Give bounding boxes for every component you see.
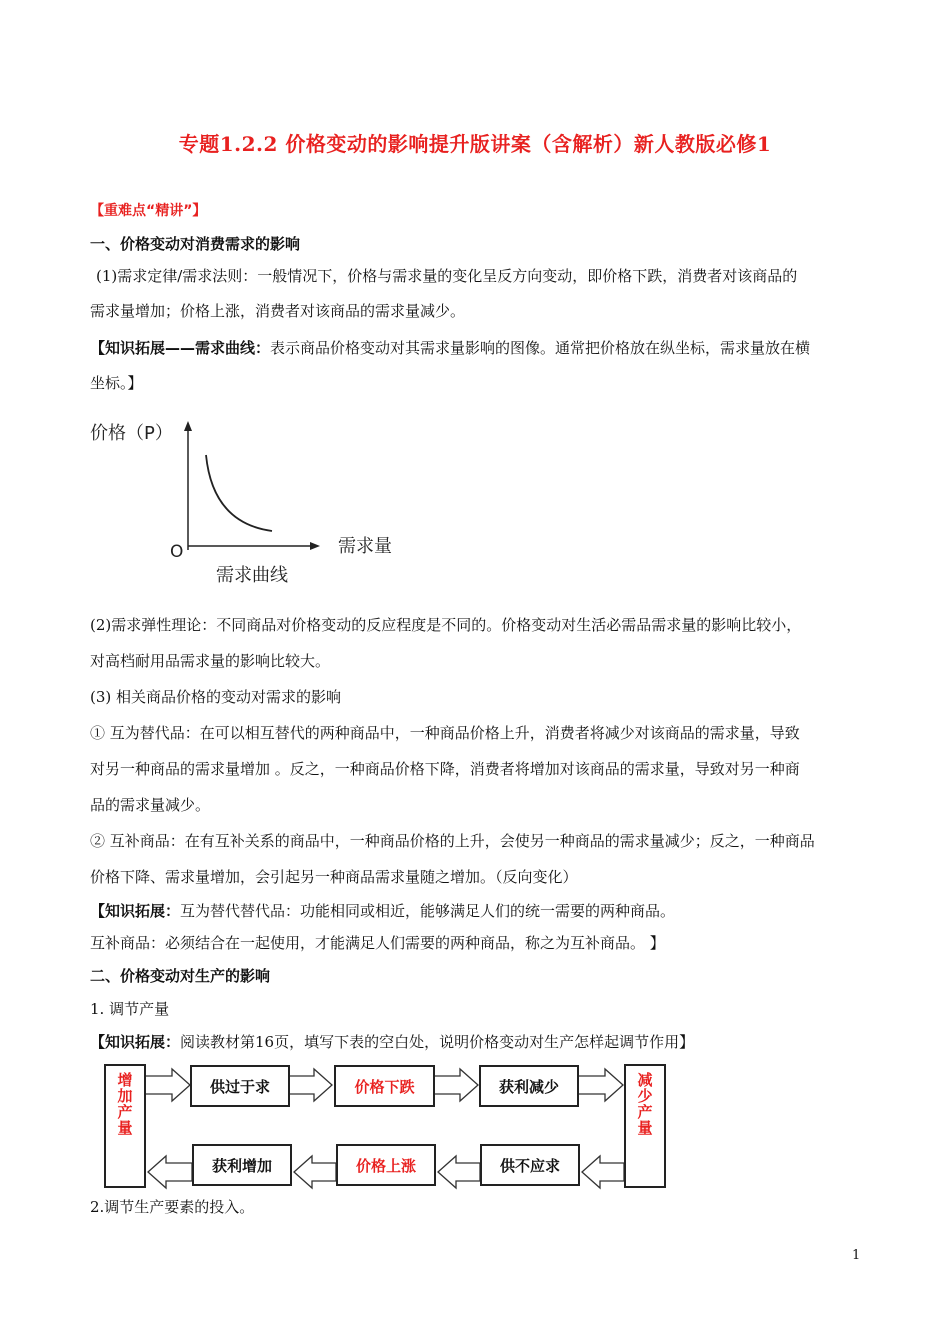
page-title: 专题1.2.2 价格变动的影响提升版讲案（含解析）新人教版必修1	[178, 132, 772, 156]
y-axis-label: 价格（P）	[90, 423, 173, 444]
paragraph-demand-law-1: (1)需求定律/需求法则：一般情况下，价格与需求量的变化呈反方向变动，即价格下跌，消费者对该商品的	[96, 267, 798, 285]
knowledge-extension-goods-2: 互补商品：必须结合在一起使用，才能满足人们需要的两种商品，称之为互补商品。 】	[90, 934, 665, 952]
paragraph-demand-law-2: 需求量增加；价格上涨，消费者对该商品的需求量减少。	[90, 302, 466, 320]
flow-box-oversupply: 供过于求	[190, 1065, 290, 1107]
knowledge-extension-label: 【知识拓展：	[90, 1033, 181, 1051]
knowledge-extension-curve	[90, 337, 880, 359]
flow-box-price-falls: 价格下跌	[334, 1065, 435, 1107]
x-axis-label: 需求量	[338, 536, 392, 557]
arrow-left-1	[148, 1156, 192, 1188]
arrow-left-2	[294, 1156, 336, 1188]
knowledge-extension-curve-2: 坐标。】	[90, 374, 143, 392]
paragraph-substitutes-3: 品的需求量减少。	[90, 796, 211, 814]
knowledge-extension-label: 【知识拓展——需求曲线：	[90, 339, 271, 357]
paragraph-substitutes-1: ① 互为替代品：在可以相互替代的两种商品中，一种商品价格上升，消费者将减少对该商品的需求量，导致	[90, 724, 800, 742]
flow-box-profit-increases: 获利增加	[192, 1144, 292, 1186]
paragraph-elasticity-2: 对高档耐用品需求量的影响比较大。	[90, 652, 331, 670]
production-flow-diagram	[100, 1062, 670, 1192]
arrow-right-4	[577, 1069, 623, 1101]
knowledge-extension-textbook	[90, 1031, 880, 1053]
heading-production: 二、价格变动对生产的影响	[90, 967, 271, 985]
flow-box-profit-decreases: 获利减少	[479, 1065, 579, 1107]
x-axis-arrow	[310, 542, 320, 550]
list-item-output: 1. 调节产量	[90, 1000, 170, 1018]
arrow-left-3	[438, 1156, 480, 1188]
paragraph-complements-2: 价格下降、需求量增加，会引起另一种商品需求量随之增加。（反向变化）	[90, 868, 578, 886]
y-axis-arrow	[184, 421, 192, 431]
flow-box-price-rises: 价格上涨	[336, 1144, 436, 1186]
arrow-right-3	[433, 1069, 478, 1101]
figure-caption: 需求曲线	[216, 565, 288, 586]
knowledge-extension-text: 表示商品价格变动对其需求量影响的图像。通常把价格放在纵坐标，需求量放在横	[270, 339, 811, 357]
knowledge-extension-label: 【知识拓展：	[90, 902, 181, 920]
heading-consumer-demand: 一、价格变动对消费需求的影响	[90, 235, 301, 253]
paragraph-elasticity-1: (2)需求弹性理论：不同商品对价格变动的反应程度是不同的。价格变动对生活必需品需求量的影响比较小，	[90, 616, 802, 634]
paragraph-related-goods: (3) 相关商品价格的变动对需求的影响	[90, 688, 342, 706]
demand-curve-figure	[88, 415, 418, 595]
origin-label: O	[170, 542, 184, 562]
paragraph-substitutes-2: 对另一种商品的需求量增加 。反之，一种商品价格下降，消费者将增加对该商品的需求量，导致对另一种商	[90, 760, 800, 778]
knowledge-extension-goods	[90, 900, 880, 922]
knowledge-extension-text: 阅读教材第16页，填写下表的空白处，说明价格变动对生产怎样起调节作用】	[180, 1033, 695, 1051]
section-tag: 【重难点“精讲”】	[90, 203, 207, 219]
demand-curve	[206, 455, 272, 531]
knowledge-extension-text: 互为替代替代品：功能相同或相近，能够满足人们的统一需要的两种商品。	[180, 902, 676, 920]
arrow-right-2	[288, 1069, 332, 1101]
list-item-factor-inputs: 2.调节生产要素的投入。	[90, 1198, 255, 1216]
flow-box-increase-output: 增加产量	[104, 1064, 146, 1188]
page-number: 1	[852, 1248, 861, 1263]
arrow-left-4	[582, 1156, 624, 1188]
flow-box-decrease-output: 减少产量	[624, 1064, 666, 1188]
paragraph-complements-1: ② 互补商品：在有互补关系的商品中，一种商品价格的上升，会使另一种商品的需求量减少；反之，一种商品	[90, 832, 815, 850]
arrow-right-1	[144, 1069, 190, 1101]
flow-box-undersupply: 供不应求	[480, 1144, 580, 1186]
